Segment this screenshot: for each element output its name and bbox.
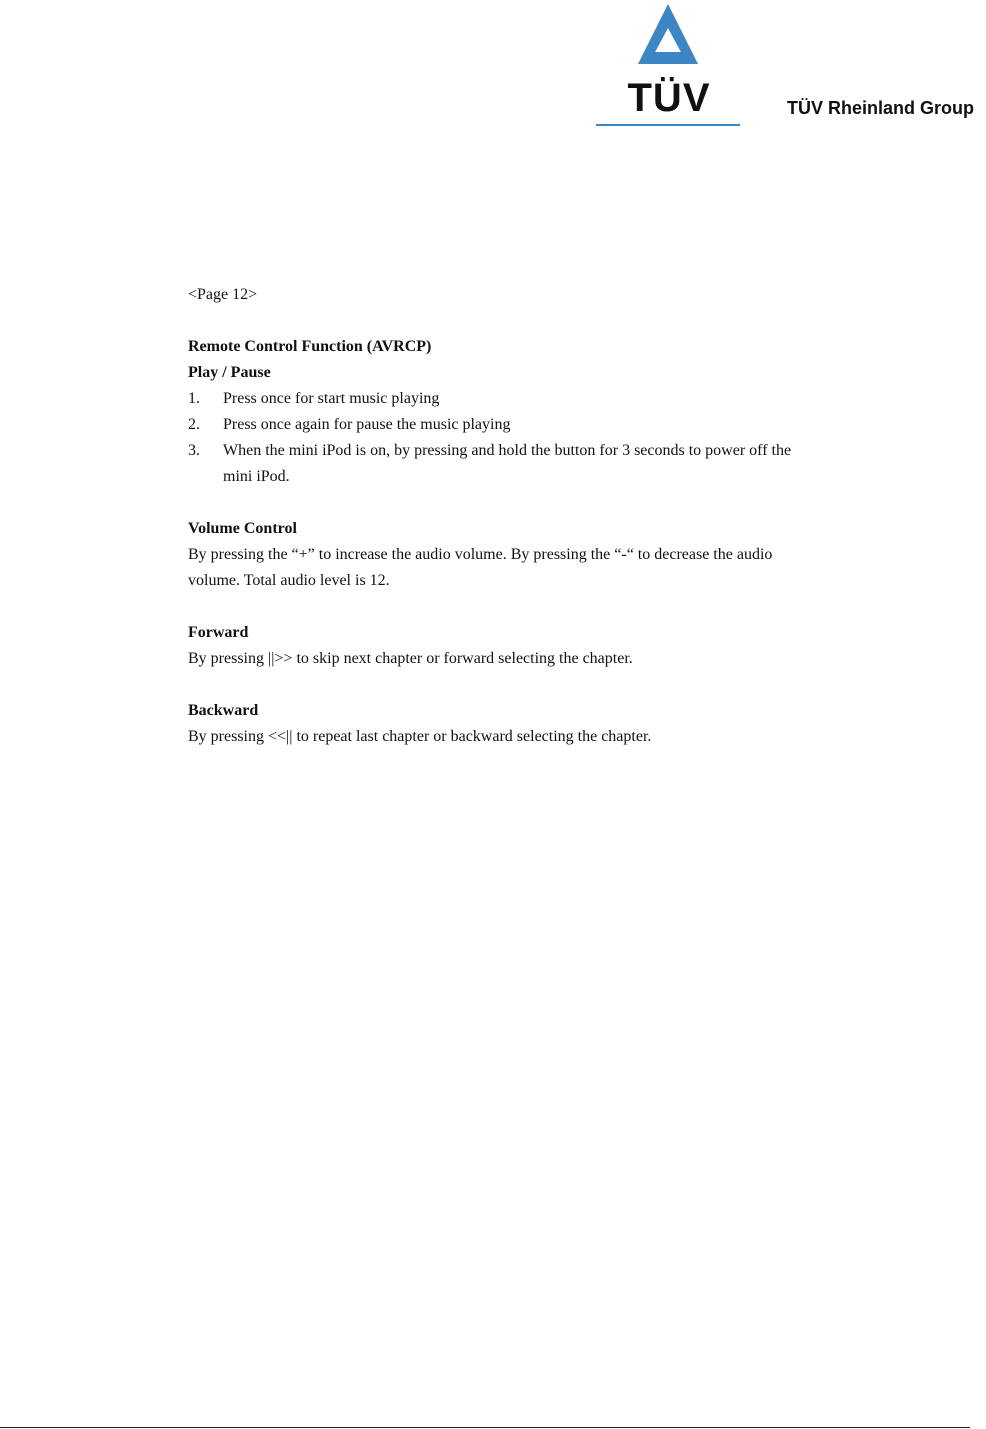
forward-section [188,620,798,672]
section-body: By pressing the “+” to increase the audio volume. By pressing the “-“ to decrease the audio volume. Total audio level is 12. [188,546,773,589]
list-item-text: When the mini iPod is on, by pressing and hold the button for 3 seconds to power off the mini iPod. [223,442,792,485]
steps-list [188,386,798,490]
volume-section [188,516,798,594]
footer-divider [0,1427,970,1428]
group-name: TÜV Rheinland Group [787,98,974,118]
list-item-number: 1. [188,390,200,407]
backward-section [188,698,798,750]
list-item [188,386,798,412]
list-item [188,412,798,438]
document-body [188,282,798,750]
logo-underline [596,124,740,126]
list-item-text: Press once for start music playing [223,390,440,407]
list-item-text: Press once again for pause the music playing [223,416,511,433]
tuv-triangle-icon [636,2,700,66]
section-heading: Forward [188,624,249,641]
section-heading: Backward [188,702,259,719]
logo-wordmark: TÜV [627,76,711,120]
list-item-number: 2. [188,416,200,433]
list-item [188,438,798,490]
section-heading: Remote Control Function (AVRCP) [188,338,432,355]
section-body: By pressing <<|| to repeat last chapter or backward selecting the chapter. [188,728,652,745]
section-heading: Volume Control [188,520,297,537]
list-item-number: 3. [188,442,200,459]
remote-control-section [188,334,798,490]
section-subheading: Play / Pause [188,364,271,381]
section-body: By pressing ||>> to skip next chapter or forward selecting the chapter. [188,650,633,667]
tuv-logo [596,2,742,128]
page-reference: <Page 12> [188,286,258,303]
